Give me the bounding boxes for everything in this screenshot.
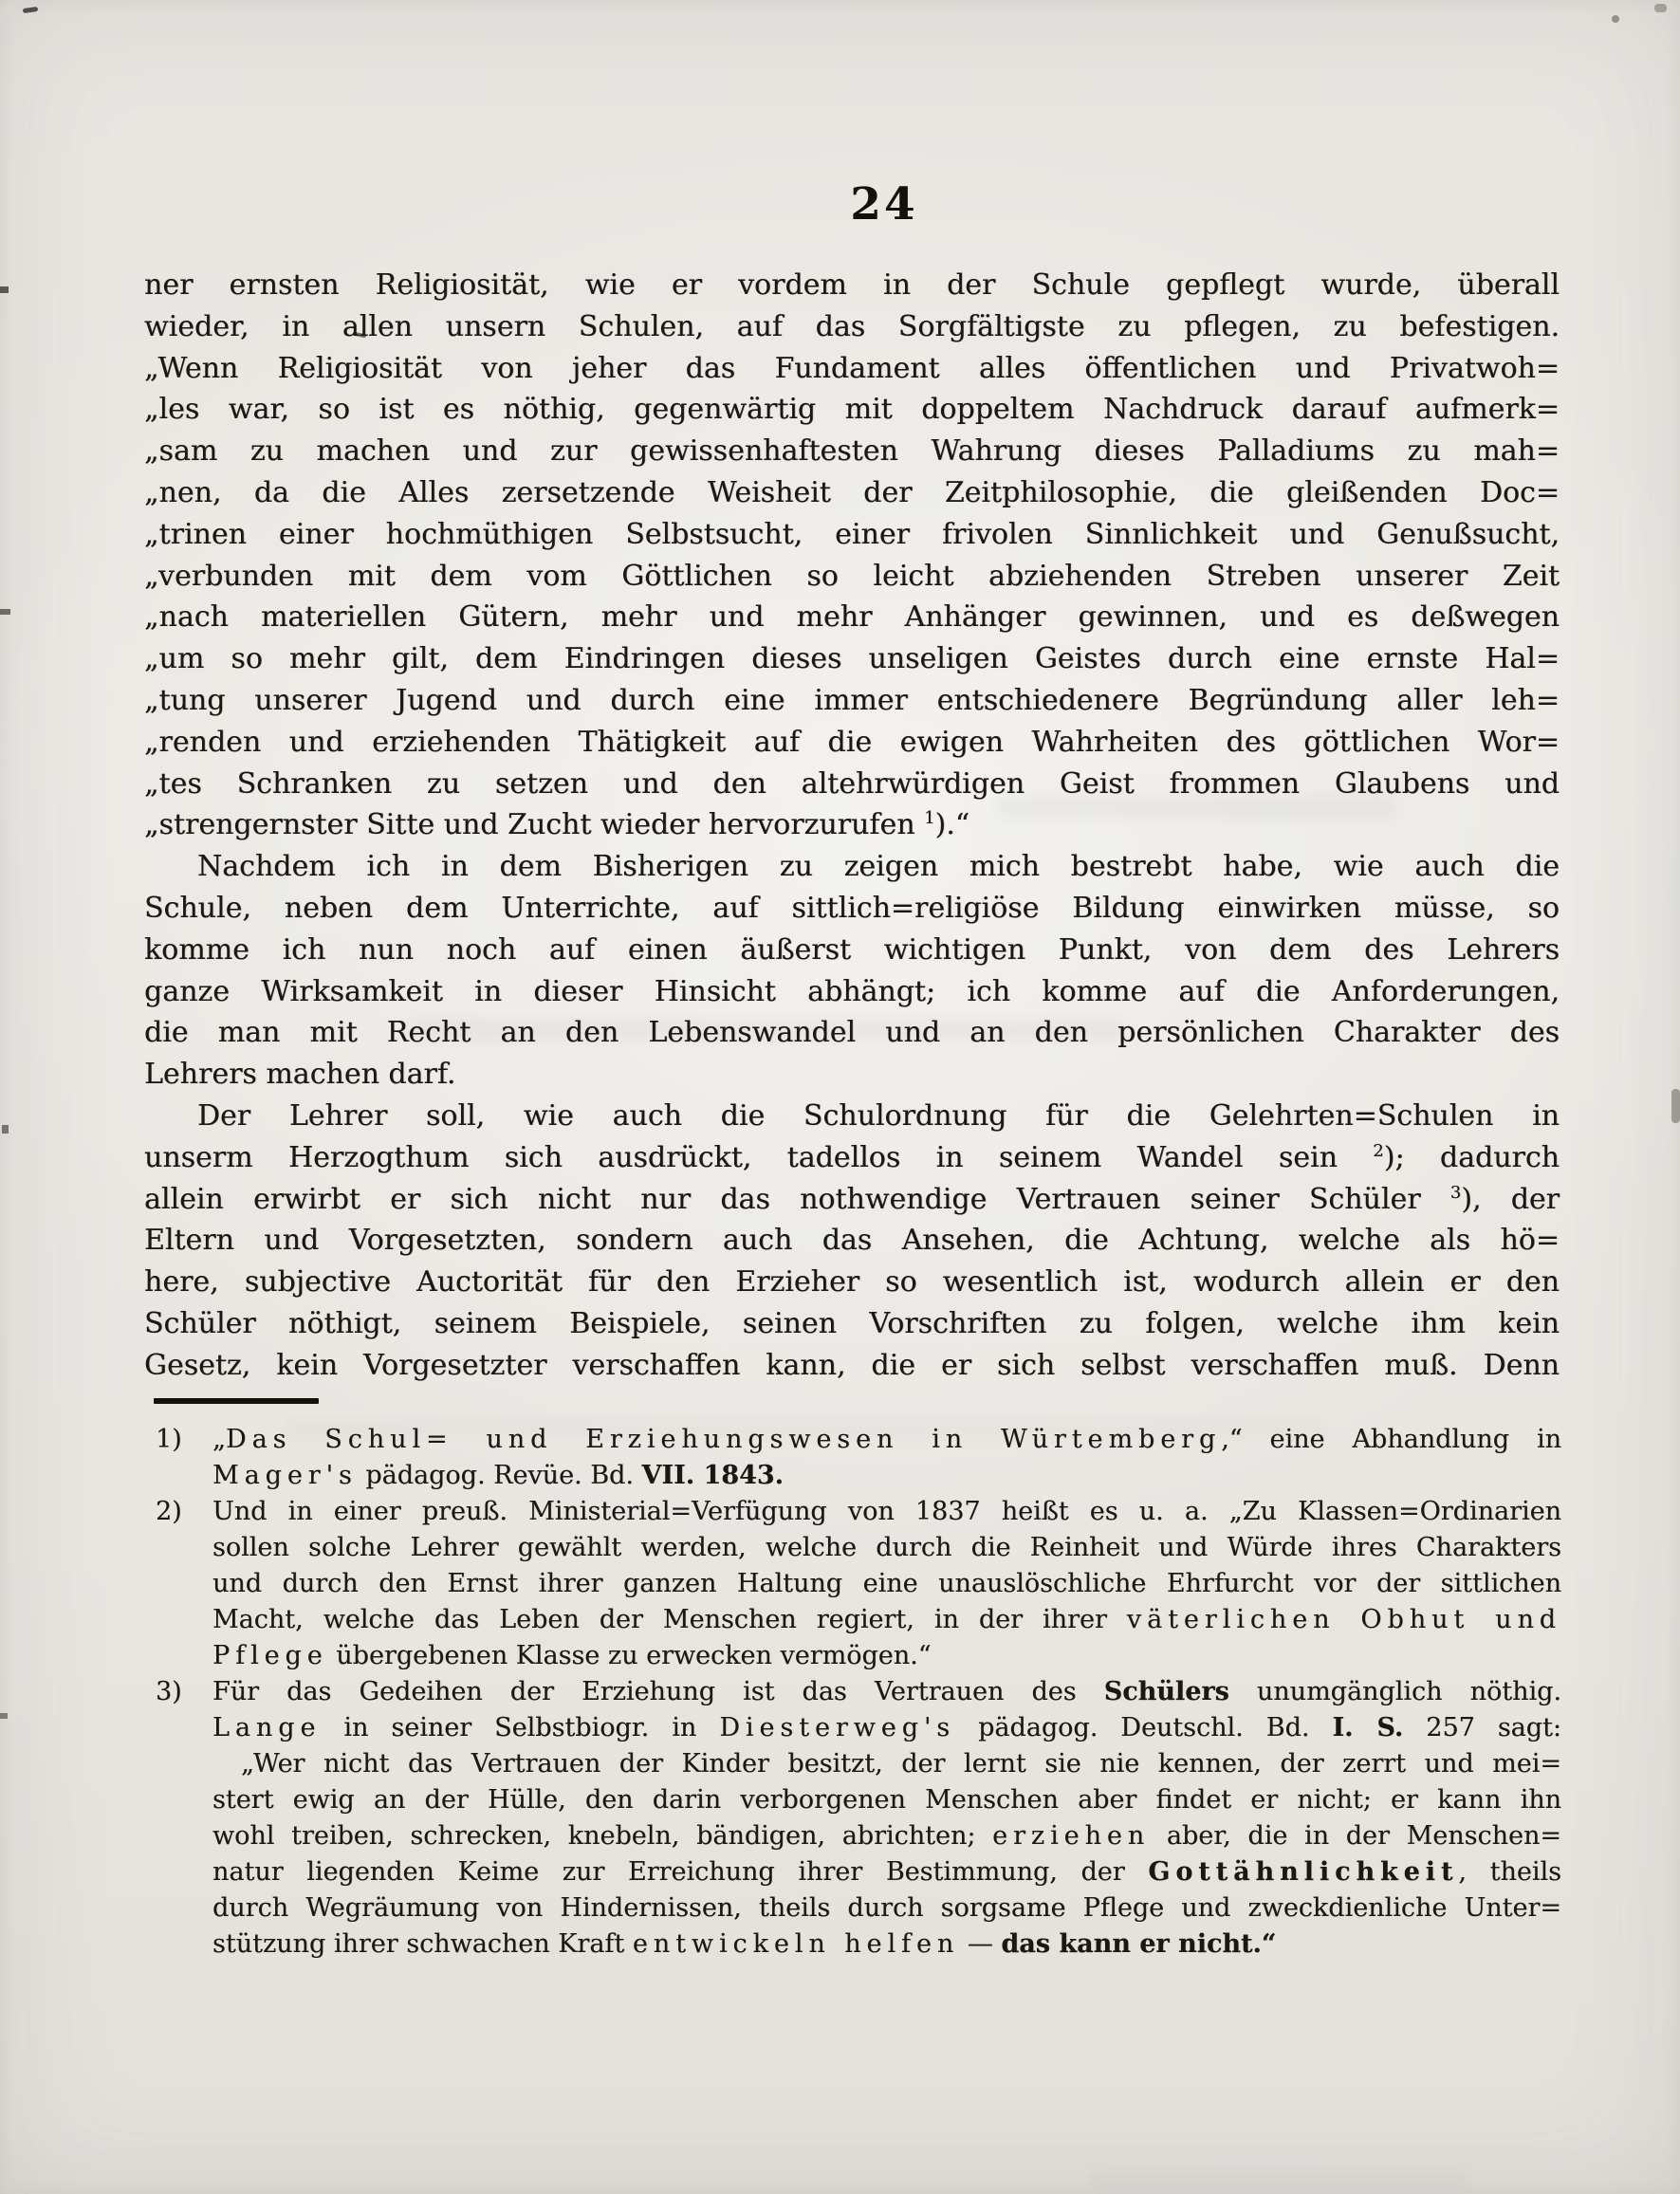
text-segment: „strengernster Sitte und Zucht wieder hervorzurufen <box>144 808 925 842</box>
text-segment: allein erwirbt er sich nicht nur das nothwendige Vertrauen seiner Schüler <box>144 1182 1450 1216</box>
text-segment: Diesterweg's <box>719 1713 956 1742</box>
text-segment: ,“ eine Abhandlung in <box>1221 1425 1562 1454</box>
text-segment: wohl treiben, schrecken, knebeln, bändigen, abrichten; <box>212 1821 993 1851</box>
text-segment: Mager's <box>212 1461 358 1490</box>
text-segment: Schule, neben dem Unterrichte, auf sittlich=religiöse Bildung einwirken müsse, so <box>144 891 1560 925</box>
text-segment: VII. <box>641 1461 695 1490</box>
text-segment: unumgänglich nöthig. <box>1228 1677 1562 1706</box>
scan-artifact <box>0 1713 8 1719</box>
text-segment: entwickeln helfen <box>632 1929 960 1959</box>
text-line <box>144 971 1560 1013</box>
scan-artifact <box>1612 15 1619 23</box>
text-line <box>144 348 1560 390</box>
text-line <box>144 638 1560 680</box>
footnote-reference-mark: 1 <box>924 808 935 829</box>
text-segment: Macht, welche das Leben der Menschen regiert, in der ihrer <box>212 1605 1127 1634</box>
verso-showthrough <box>1091 2172 1470 2185</box>
footnote <box>152 1674 1561 1963</box>
footnote-line <box>212 1710 1561 1746</box>
text-segment: Das Schul= und Erziehungswesen in Würtemberg <box>226 1425 1222 1454</box>
text-segment: „trinen einer hochmüthigen Selbstsucht, einer frivolen Sinnlichkeit und Genußsucht, <box>144 517 1560 551</box>
text-segment: ner ernsten Religiosität, wie er vordem in der Schule gepflegt wurde, überall <box>144 268 1560 302</box>
footnote-line <box>212 1566 1561 1602</box>
footnote-line <box>212 1422 1561 1458</box>
text-line <box>144 597 1560 638</box>
text-segment: Lange <box>212 1713 322 1742</box>
text-segment: in seiner Selbstbiogr. in <box>321 1713 720 1742</box>
footnote-line <box>212 1927 1561 1963</box>
text-line <box>144 680 1560 722</box>
text-line <box>144 1054 1560 1096</box>
footnote <box>152 1422 1561 1494</box>
footnote-label: 1) <box>156 1425 182 1454</box>
text-line <box>144 1137 1560 1179</box>
scan-artifact <box>0 609 10 615</box>
text-segment: erziehen <box>992 1821 1151 1851</box>
text-segment: „sam zu machen und zur gewissenhaftesten Wahrung dieses Palladiums zu mah= <box>144 434 1560 469</box>
text-line <box>144 514 1560 556</box>
text-segment: unserm Herzogthum sich ausdrückt, tadellos in seinem Wandel sein <box>144 1140 1374 1174</box>
text-line <box>144 1303 1560 1345</box>
text-segment: stützung ihrer schwachen Kraft <box>212 1929 633 1959</box>
text-line <box>144 1262 1560 1303</box>
text-segment: die man mit Recht an den Lebenswandel und an den persönlichen Charakter des <box>144 1016 1560 1050</box>
text-segment: here, subjective Auctorität für den Erzieher so wesentlich ist, wodurch allein er den <box>144 1265 1560 1300</box>
text-segment: „tes Schranken zu setzen und den altehrwürdigen Geist frommen Glaubens und <box>144 766 1560 801</box>
text-segment: Eltern und Vorgesetzten, sondern auch das Ansehen, die Achtung, welche als hö= <box>144 1224 1560 1258</box>
text-line <box>144 1220 1560 1262</box>
scan-artifact <box>23 7 39 13</box>
text-segment: Schüler nöthigt, seinem Beispiele, seinen Vorschriften zu folgen, welche ihm kein <box>144 1306 1560 1340</box>
footnote-line <box>212 1494 1561 1530</box>
text-segment: „Wer nicht das Vertrauen der Kinder besitzt, der lernt sie nie kennen, der zerrt und mei= <box>241 1749 1561 1779</box>
text-line <box>144 389 1560 431</box>
text-segment: , theils <box>1458 1857 1561 1887</box>
text-segment: Gottähnlichkeit <box>1148 1857 1459 1887</box>
footnote-line <box>212 1854 1561 1890</box>
text-segment: ); dadurch <box>1383 1140 1560 1174</box>
footnote-line <box>212 1458 1561 1494</box>
text-segment: und durch den Ernst ihrer ganzen Haltung eine unauslöschliche Ehrfurcht vor der sittlichen <box>212 1569 1561 1598</box>
text-segment: „verbunden mit dem vom Göttlichen so leicht abziehenden Streben unserer Zeit <box>144 559 1560 593</box>
footnote-line <box>212 1746 1561 1782</box>
text-segment: „nach materiellen Gütern, mehr und mehr Anhänger gewinnen, und es deßwegen <box>144 600 1560 635</box>
footnote-line <box>212 1818 1561 1854</box>
text-segment: aber, die in der Menschen= <box>1150 1821 1561 1851</box>
text-line <box>144 1012 1560 1054</box>
text-segment: wieder, in allen unsern Schulen, auf das Sorgfältigste zu pflegen, zu befestigen. <box>144 309 1560 343</box>
text-segment: durch Wegräumung von Hindernissen, theils durch sorgsame Pflege und zweckdienliche Unter= <box>212 1893 1561 1923</box>
text-line <box>144 804 1560 846</box>
text-segment: Und in einer preuß. Ministerial=Verfügung von 1837 heißt es u. a. „Zu Klassen=Ordinarien <box>212 1497 1561 1526</box>
text-segment: stert ewig an der Hülle, den darin verborgenen Menschen aber findet er nicht; er kann ihn <box>212 1785 1561 1815</box>
text-segment: ganze Wirksamkeit in dieser Hinsicht abhängt; ich komme auf die Anforderungen, <box>144 974 1560 1008</box>
footnotes-block <box>152 1422 1561 1963</box>
footnote-label: 2) <box>156 1497 182 1526</box>
text-segment: „um so mehr gilt, dem Eindringen dieses unseligen Geistes durch eine ernste Hal= <box>144 642 1560 676</box>
footnote-separator-rule <box>154 1398 319 1404</box>
page-number: 24 <box>850 178 918 230</box>
footnote-line <box>212 1638 1561 1674</box>
text-segment: 257 sagt: <box>1403 1713 1561 1742</box>
text-segment: pädagog. Revüe. Bd. <box>357 1461 642 1490</box>
text-line <box>144 764 1560 805</box>
footnote-line <box>212 1782 1561 1818</box>
text-line <box>144 930 1560 971</box>
text-segment: „renden und erziehenden Thätigkeit auf die ewigen Wahrheiten des göttlichen Wor= <box>144 725 1560 759</box>
text-line <box>144 265 1560 306</box>
text-line <box>144 1096 1560 1137</box>
scan-artifact <box>1671 1089 1680 1123</box>
text-segment: „nen, da die Alles zersetzende Weisheit der Zeitphilosophie, die gleißenden Doc= <box>144 475 1560 509</box>
text-segment: I. S. <box>1332 1713 1404 1742</box>
text-segment: ), der <box>1461 1182 1560 1216</box>
text-segment: 1843. <box>694 1461 785 1490</box>
text-line <box>144 722 1560 764</box>
text-line <box>144 1345 1560 1387</box>
text-line <box>144 846 1560 888</box>
text-segment: pädagog. Deutschl. Bd. <box>955 1713 1333 1742</box>
text-segment: ).“ <box>934 808 970 842</box>
text-segment: sollen solche Lehrer gewählt werden, welche durch die Reinheit und Würde ihres Charakters <box>212 1533 1561 1562</box>
scan-artifact <box>1654 4 1667 12</box>
scan-artifact <box>0 286 9 293</box>
footnote-line <box>212 1890 1561 1927</box>
text-segment: komme ich nun noch auf einen äußerst wichtigen Punkt, von dem des Lehrers <box>144 932 1560 967</box>
footnote-line <box>212 1602 1561 1638</box>
text-segment: — <box>959 1929 1002 1959</box>
text-segment: Für das Gedeihen der Erziehung ist das Vertrauen des <box>212 1677 1104 1706</box>
text-line <box>144 1179 1560 1221</box>
text-segment: natur liegenden Keime zur Erreichung ihrer Bestimmung, der <box>212 1857 1149 1887</box>
text-line <box>144 888 1560 930</box>
footnote-line <box>212 1530 1561 1566</box>
footnote-reference-mark: 3 <box>1449 1182 1462 1203</box>
text-segment: übergebenen Klasse zu erwecken vermögen.“ <box>327 1641 932 1670</box>
text-segment: „ <box>212 1425 226 1454</box>
footnote-line <box>212 1674 1561 1710</box>
text-line <box>144 472 1560 514</box>
text-segment: Der Lehrer soll, wie auch die Schulordnung für die Gelehrten=Schulen in <box>197 1098 1560 1133</box>
scan-artifact <box>2 1125 9 1134</box>
text-line <box>144 556 1560 598</box>
footnote-reference-mark: 2 <box>1373 1140 1384 1161</box>
text-segment: das kann er nicht.“ <box>1001 1929 1277 1959</box>
text-segment: „Wenn Religiosität von jeher das Fundament alles öffentlichen und Privatwoh= <box>144 351 1560 385</box>
text-line <box>144 431 1560 472</box>
text-segment: Lehrers machen darf. <box>144 1058 456 1092</box>
text-segment: Pflege <box>212 1641 328 1670</box>
footnote-label: 3) <box>156 1677 182 1706</box>
text-segment: Gesetz, kein Vorgesetzter verschaffen kann, die er sich selbst verschaffen muß. Denn <box>144 1348 1560 1382</box>
text-line <box>144 306 1560 348</box>
text-segment: Nachdem ich in dem Bisherigen zu zeigen mich bestrebt habe, wie auch die <box>197 850 1560 884</box>
text-segment: väterlichen Obhut und <box>1126 1605 1562 1634</box>
text-segment: „les war, so ist es nöthig, gegenwärtig mit doppeltem Nachdruck darauf aufmerk= <box>144 393 1560 427</box>
text-segment: Schülers <box>1103 1677 1229 1706</box>
main-text-block <box>144 265 1560 1387</box>
text-segment: „tung unserer Jugend und durch eine immer entschiedenere Begründung aller leh= <box>144 683 1560 717</box>
footnote <box>152 1494 1561 1674</box>
